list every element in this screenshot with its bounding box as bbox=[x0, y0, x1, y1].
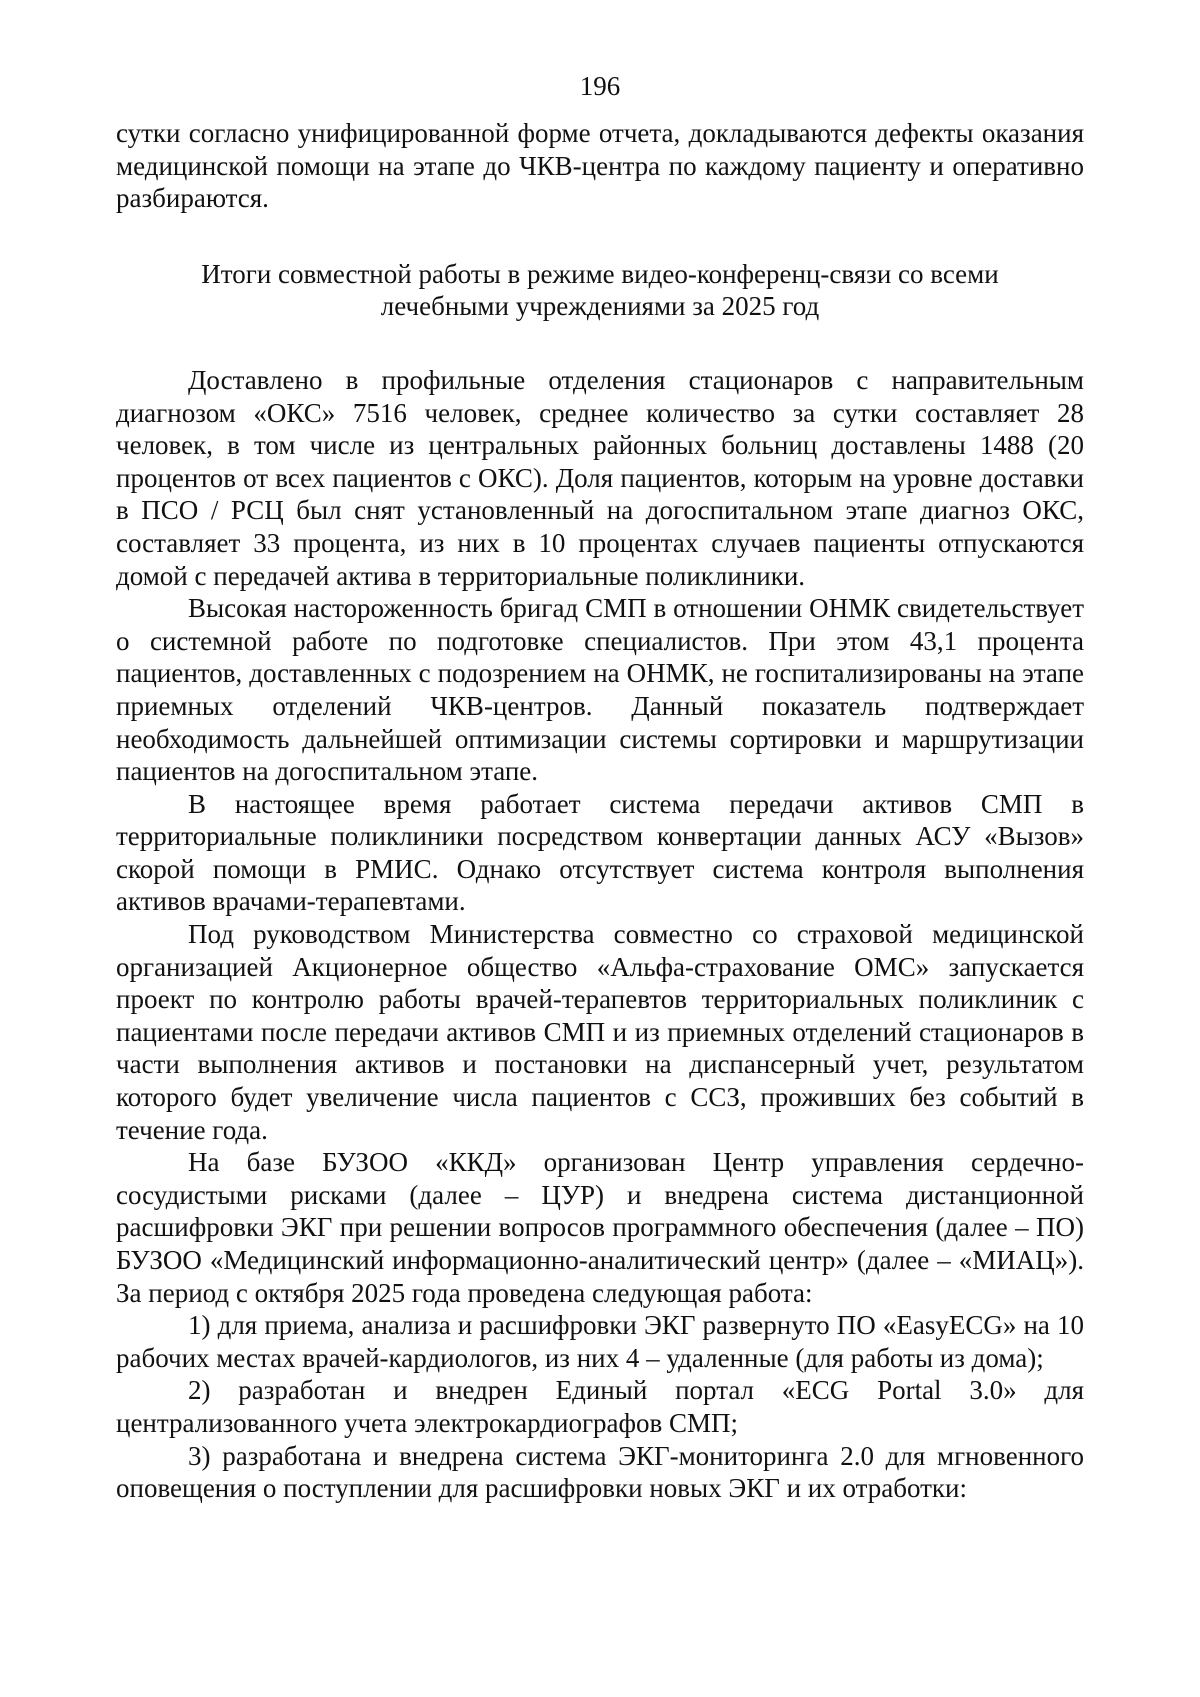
spacer bbox=[116, 215, 1084, 258]
spacer bbox=[116, 323, 1084, 364]
paragraph-oks-delivery: Доставлено в профильные отделения стационаров с направительным диагнозом «ОКС» 7516 человек, среднее количество за сутки составляет 28 человек, в том числе из центральных районных больниц доставлены 1488 (20 процентов от всех пациентов с ОКС). Доля пациентов, которым на уровне доставки в ПСО / РСЦ был снят установленный на догоспитальном этапе диагноз ОКС, составляет 33 процента, из них в 10 процентах случаев пациенты отпускаются домой с передачей актива в территориальные поликлиники. bbox=[116, 364, 1084, 591]
page-number: 196 bbox=[579, 71, 621, 101]
list-item-easyecg: 1) для приема, анализа и расшифровки ЭКГ развернуто ПО «EasyECG» на 10 рабочих местах врачей-кардиологов, из них 4 – удаленные (для работы из дома); bbox=[116, 1310, 1084, 1373]
section-heading: Итоги совместной работы в режиме видео-конференц-связи со всеми лечебными учреждениями за 2025 год bbox=[201, 258, 999, 322]
document-body bbox=[116, 117, 1084, 1505]
list-item-ecg-portal: 2) разработан и внедрен Единый портал «ECG Portal 3.0» для централизованного учета электрокардиографов СМП; bbox=[116, 1375, 1084, 1438]
paragraph-onmk-alertness: Высокая настороженность бригад СМП в отношении ОНМК свидетельствует о системной работе по подготовке специалистов. При этом 43,1 процента пациентов, доставленных с подозрением на ОНМК, не госпитализированы на этапе приемных отделений ЧКВ-центров. Данный показатель подтверждает необходимость дальнейшей оптимизации системы сортировки и маршрутизации пациентов на догоспитальном этапе. bbox=[116, 593, 1084, 787]
continuation-paragraph: сутки согласно унифицированной форме отчета, докладываются дефекты оказания медицинской помощи на этапе до ЧКВ-центра по каждому пациенту и оперативно разбираются. bbox=[116, 118, 1084, 214]
paragraph-risk-center: На базе БУЗОО «ККД» организован Центр управления сердечно-сосудистыми рисками (далее – ЦУР) и внедрена система дистанционной расшифровки ЭКГ при решении вопросов программного обеспечения (далее – ПО) БУЗОО «Медицинский информационно-аналитический центр» (далее – «МИАЦ»). За период с октября 2025 года проведена следующая работа: bbox=[116, 1147, 1084, 1308]
paragraph-insurance-project: Под руководством Министерства совместно со страховой медицинской организацией Акционерное общество «Альфа-страхование ОМС» запускается проект по контролю работы врачей-терапевтов территориальных поликлиник с пациентами после передачи активов СМП и из приемных отделений стационаров в части выполнения активов и постановки на диспансерный учет, результатом которого будет увеличение числа пациентов с ССЗ, проживших без событий в течение года. bbox=[116, 919, 1084, 1145]
paragraph-asset-transfer: В настоящее время работает система передачи активов СМП в территориальные поликлиники посредством конвертации данных АСУ «Вызов» скорой помощи в РМИС. Однако отсутствует система контроля выполнения активов врачами-терапевтами. bbox=[116, 788, 1084, 917]
list-item-ecg-monitoring: 3) разработана и внедрена система ЭКГ-мониторинга 2.0 для мгновенного оповещения о поступлении для расшифровки новых ЭКГ и их отработки: bbox=[116, 1440, 1084, 1504]
